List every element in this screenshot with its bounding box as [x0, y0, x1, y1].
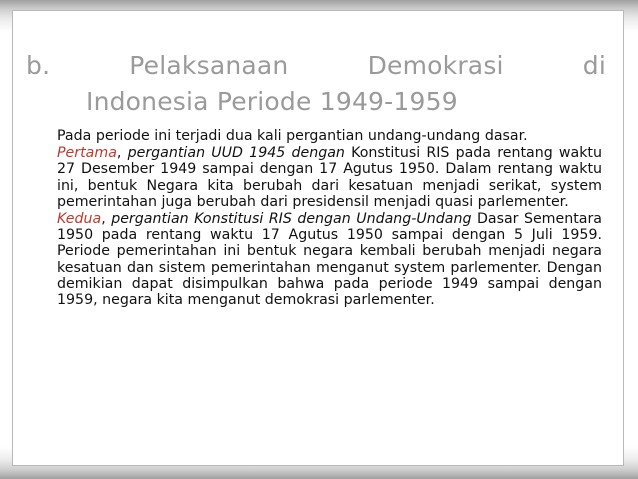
second-italic-phrase: pergantian Konstitusi RIS dengan Undang-Undang [105, 211, 472, 228]
paragraph-intro: Pada periode ini terjadi dua kali pergantian undang-undang dasar. [57, 128, 528, 144]
second-rest-text: Dasar Sementara 1950 pada rentang waktu 17 Agutus 1950 sampai dengan 5 Juli 1959. Periode pemerintahan ini bentuk negara kembali berubah menjadi negara kesatuan dan sistem pemerintahan menganut system parlementer. Dengan demikian dapat disimpulkan bahwa pada periode 1949 sampai dengan 1959, negara kita menganut demokrasi parlementer. [57, 211, 603, 309]
title-marker: b. [26, 51, 51, 80]
slide-title [26, 48, 606, 120]
second-comma: , [101, 211, 106, 228]
title-word-di: di [582, 51, 606, 80]
first-italic-phrase: pergantian UUD 1945 dengan [121, 145, 345, 162]
first-comma: , [116, 145, 122, 162]
title-word-demokrasi: Demokrasi [367, 51, 504, 80]
paragraph-first [57, 145, 602, 210]
lead-word-pertama: Pertama [57, 145, 117, 162]
slide-body [57, 128, 602, 309]
title-word-pelaksanaan: Pelaksanaan [129, 51, 289, 80]
lead-word-kedua: Kedua [57, 211, 102, 228]
title-line-2: Indonesia Periode 1949-1959 [86, 87, 458, 116]
first-rest-text: Konstitusi RIS pada rentang waktu 27 Desember 1949 sampai dengan 17 Agutus 1950. Dalam rentang waktu ini, bentuk Negara kita berubah dari kesatuan menjadi serikat, system pemerintahan juga berubah dari presidensil menjadi quasi parlementer. [57, 145, 602, 210]
title-line-1 [26, 48, 606, 84]
paragraph-second [57, 211, 602, 308]
